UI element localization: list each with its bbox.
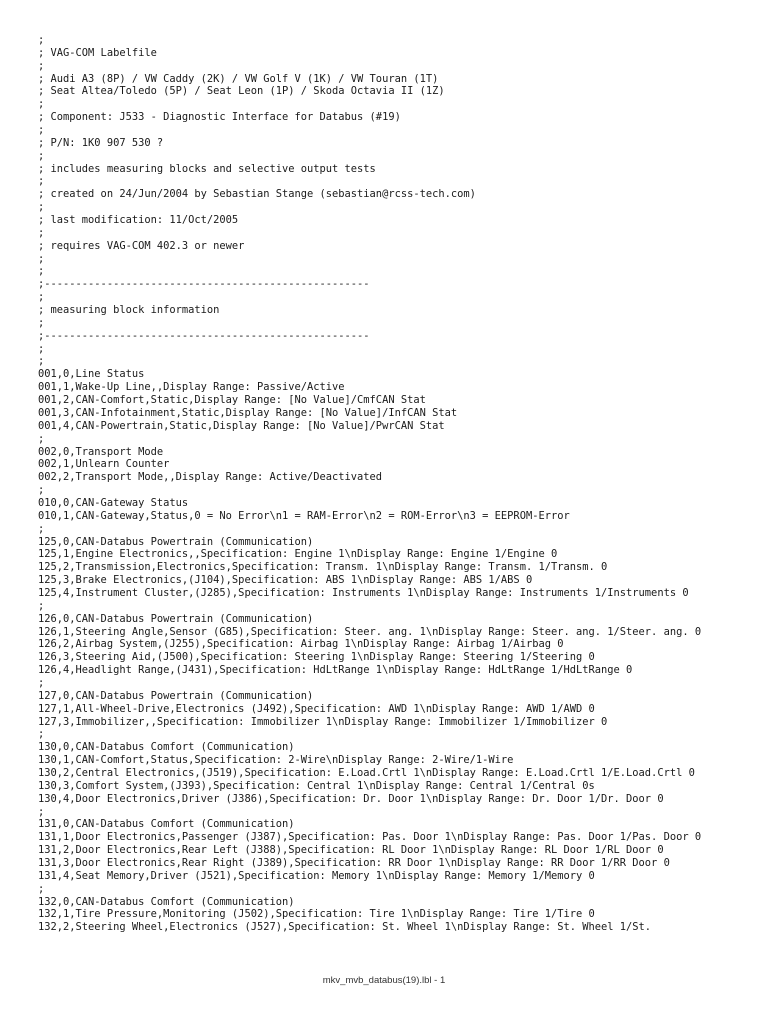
text-line: 002,2,Transport Mode,,Display Range: Active/Deactivated (38, 471, 383, 484)
text-line: 002,1,Unlearn Counter (38, 458, 170, 471)
text-line: ; (38, 59, 45, 72)
text-line: 132,1,Tire Pressure,Monitoring (J502),Specification: Tire 1\nDisplay Range: Tire 1/Tire 0 (38, 908, 595, 921)
text-line: ; (38, 98, 45, 111)
text-line: 125,3,Brake Electronics,(J104),Specification: ABS 1\nDisplay Range: ABS 1/ABS 0 (38, 574, 533, 587)
text-line: 125,0,CAN-Databus Powertrain (Communication) (38, 535, 314, 548)
text-line: 125,2,Transmission,Electronics,Specification: Transm. 1\nDisplay Range: Transm. 1/Transm. 0 (38, 561, 608, 574)
text-line: ; (38, 355, 45, 368)
text-line: 131,4,Seat Memory,Driver (J521),Specification: Memory 1\nDisplay Range: Memory 1/Memory 0 (38, 869, 595, 882)
text-line: 130,1,CAN-Comfort,Status,Specification: 2-Wire\nDisplay Range: 2-Wire/1-Wire (38, 754, 514, 767)
text-line: 131,3,Door Electronics,Rear Right (J389),Specification: RR Door 1\nDisplay Range: RR Door 1/RR Door 0 (38, 857, 670, 869)
text-line: ; last modification: 11/Oct/2005 (38, 214, 239, 227)
text-line: 130,0,CAN-Databus Comfort (Communication) (38, 741, 295, 754)
text-line: ; (38, 124, 45, 137)
text-line: 001,3,CAN-Infotainment,Static,Display Range: [No Value]/InfCAN Stat (38, 406, 458, 419)
text-line: 131,0,CAN-Databus Comfort (Communication) (38, 818, 295, 831)
text-line: ;---------------------------------------------------- (38, 278, 370, 291)
text-line: ; P/N: 1K0 907 530 ? (38, 136, 164, 149)
text-line: 125,1,Engine Electronics,,Specification: Engine 1\nDisplay Range: Engine 1/Engine 0 (38, 548, 558, 561)
text-line: ; (38, 728, 45, 741)
text-line: ; (38, 316, 45, 329)
text-line: 126,2,Airbag System,(J255),Specification: Airbag 1\nDisplay Range: Airbag 1/Airbag 0 (38, 638, 564, 651)
text-line: ; Seat Altea/Toledo (5P) / Seat Leon (1P) / Skoda Octavia II (1Z) (38, 85, 445, 98)
text-line: 126,0,CAN-Databus Powertrain (Communication) (38, 612, 314, 625)
text-line: 126,4,Headlight Range,(J431),Specification: HdLtRange 1\nDisplay Range: HdLtRange 1/HdLtRange 0 (38, 664, 633, 677)
text-line: 127,0,CAN-Databus Powertrain (Communication) (38, 689, 314, 702)
text-line: ; (38, 599, 45, 612)
text-line: ; (38, 226, 45, 239)
text-line: ; (38, 432, 45, 445)
text-line: 131,2,Door Electronics,Rear Left (J388),Specification: RL Door 1\nDisplay Range: RL Door 1/RL Door 0 (38, 844, 664, 857)
text-line: ; (38, 34, 45, 46)
text-line: ; (38, 342, 45, 355)
text-line: ; Component: J533 - Diagnostic Interface for Databus (#19) (38, 111, 401, 124)
text-line: 130,2,Central Electronics,(J519),Specification: E.Load.Crtl 1\nDisplay Range: E.Load.Crtl 1/E.Load.Crtl 0 (38, 766, 695, 779)
text-line: 010,1,CAN-Gateway,Status,0 = No Error\n1 = RAM-Error\n2 = ROM-Error\n3 = EEPROM-Error (38, 509, 570, 522)
text-line: ; (38, 201, 45, 214)
text-line: ; requires VAG-COM 402.3 or newer (38, 239, 245, 252)
page-footer: mkv_mvb_databus(19).lbl - 1 (322, 975, 446, 986)
text-line: ; (38, 882, 45, 895)
text-line: ; (38, 149, 45, 162)
text-line: 001,0,Line Status (38, 368, 145, 381)
text-line: ; (38, 676, 45, 689)
text-line: 132,0,CAN-Databus Comfort (Communication) (38, 895, 295, 908)
text-line: ; measuring block information (38, 304, 220, 317)
text-line: 127,3,Immobilizer,,Specification: Immobilizer 1\nDisplay Range: Immobilizer 1/Immobilizer 0 (38, 715, 608, 728)
text-line: ; Audi A3 (8P) / VW Caddy (2K) / VW Golf V (1K) / VW Touran (1T) (38, 72, 439, 85)
text-line: ; (38, 291, 45, 304)
text-line: ; (38, 522, 45, 535)
text-line: ; (38, 265, 45, 278)
text-line: 126,1,Steering Angle,Sensor (G85),Specification: Steer. ang. 1\nDisplay Range: Steer. ang. 1/Steer. ang. 0 (38, 625, 702, 638)
text-line: ;---------------------------------------------------- (38, 329, 370, 342)
text-line: ; includes measuring blocks and selective output tests (38, 162, 376, 175)
text-line: 002,0,Transport Mode (38, 445, 164, 458)
text-line: 001,1,Wake-Up Line,,Display Range: Passive/Active (38, 381, 345, 394)
text-line: ; VAG-COM Labelfile (38, 46, 157, 59)
text-line: ; (38, 484, 45, 497)
text-line: 010,0,CAN-Gateway Status (38, 496, 189, 509)
text-line: ; created on 24/Jun/2004 by Sebastian Stange (sebastian@rcss-tech.com) (38, 188, 476, 201)
text-line: 132,2,Steering Wheel,Electronics (J527),Specification: St. Wheel 1\nDisplay Range: St. Wheel 1/St. (38, 921, 652, 934)
text-line: 130,4,Door Electronics,Driver (J386),Specification: Dr. Door 1\nDisplay Range: Dr. Door 1/Dr. Door 0 (38, 792, 664, 805)
text-line: 125,4,Instrument Cluster,(J285),Specification: Instruments 1\nDisplay Range: Instruments 1/Instruments 0 (38, 586, 689, 599)
text-line: 001,4,CAN-Powertrain,Static,Display Range: [No Value]/PwrCAN Stat (38, 419, 445, 432)
text-line: 126,3,Steering Aid,(J500),Specification: Steering 1\nDisplay Range: Steering 1/Steering 0 (38, 651, 595, 664)
text-line: ; (38, 805, 45, 818)
text-line: 127,1,All-Wheel-Drive,Electronics (J492),Specification: AWD 1\nDisplay Range: AWD 1/AWD 0 (38, 702, 595, 715)
label-file-listing (38, 34, 760, 934)
text-line: 131,1,Door Electronics,Passenger (J387),Specification: Pas. Door 1\nDisplay Range: Pas. Door 1/Pas. Door 0 (38, 831, 702, 844)
text-line: 130,3,Comfort System,(J393),Specification: Central 1\nDisplay Range: Central 1/Central 0s (38, 779, 595, 792)
text-line: ; (38, 175, 45, 188)
text-line: 001,2,CAN-Comfort,Static,Display Range: [No Value]/CmfCAN Stat (38, 394, 426, 407)
text-line: ; (38, 252, 45, 265)
